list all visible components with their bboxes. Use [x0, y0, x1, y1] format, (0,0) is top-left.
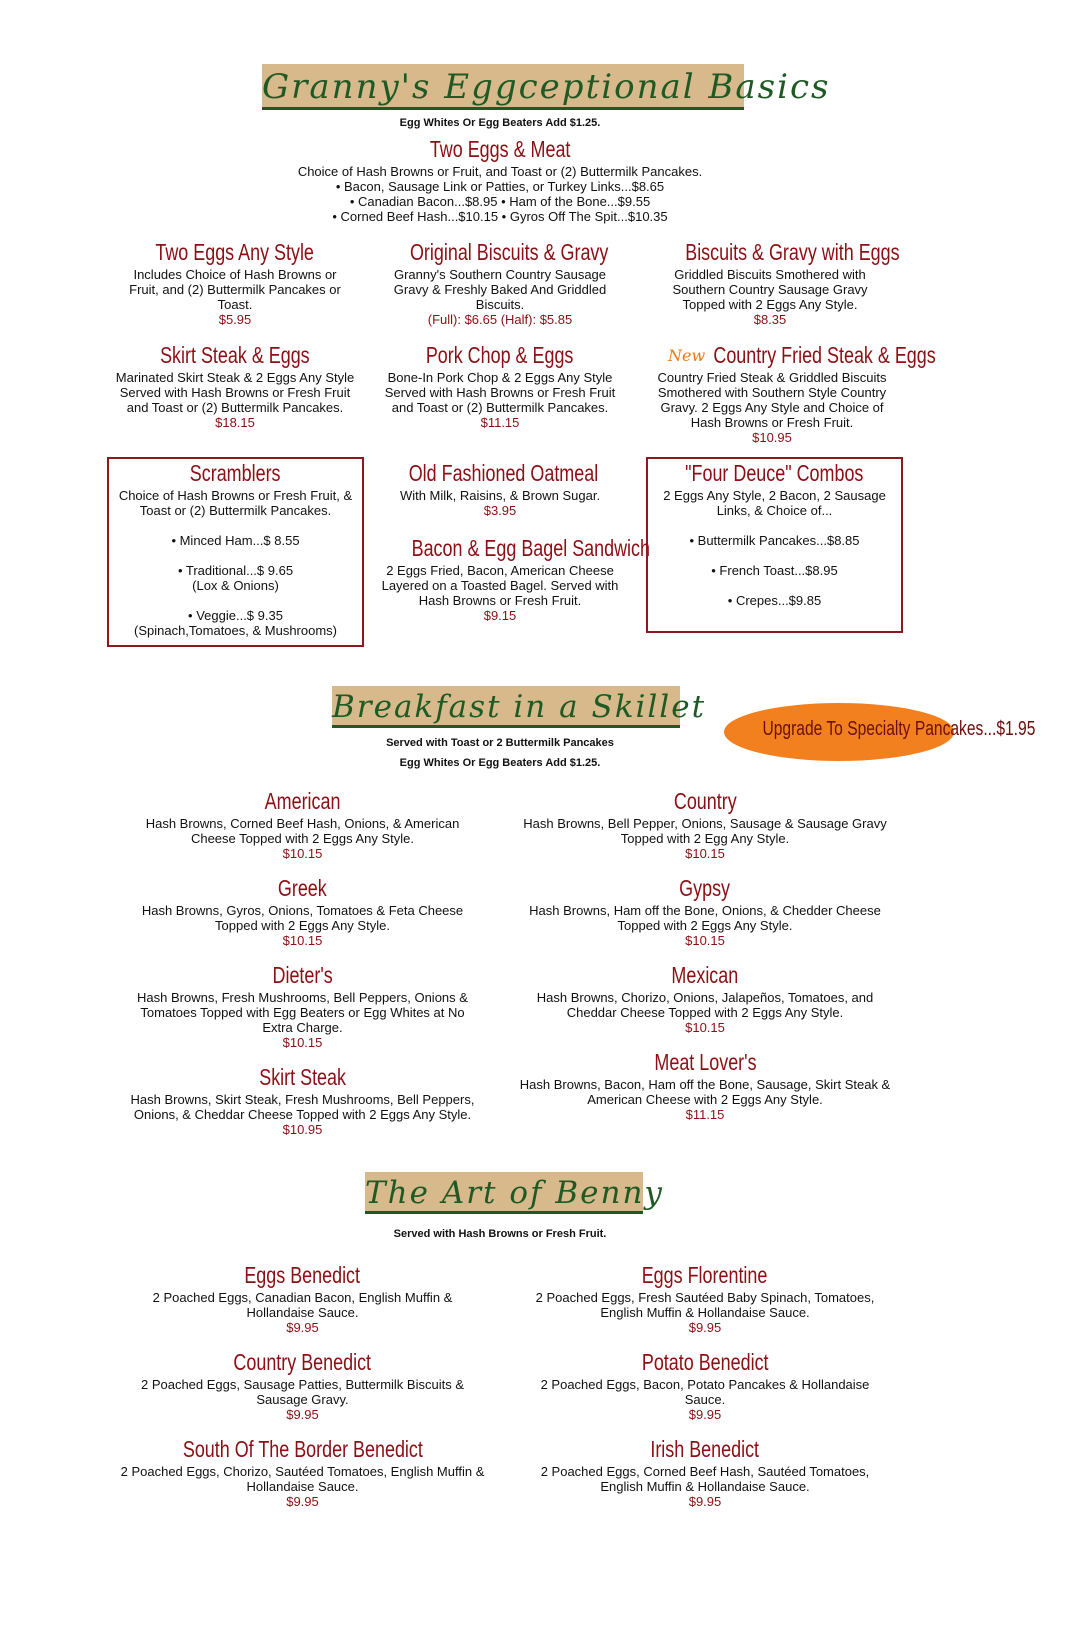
item-desc: Country Fried Steak & Griddled Biscuits Smothered with Southern Style Country Gravy. 2 Eggs Any Style and Choice of Hash Browns or Fresh Fruit.	[657, 370, 887, 430]
item-price: $9.95	[286, 1494, 319, 1509]
item-desc: Hash Browns, Chorizo, Onions, Jalapeños, Tomatoes, and Cheddar Cheese Topped with 2 Eggs Any Style.	[536, 990, 874, 1020]
item-price: $10.15	[282, 846, 323, 861]
item-title: Country	[673, 788, 737, 814]
item-title: Country Benedict	[233, 1349, 372, 1375]
item-price: $9.95	[688, 1320, 722, 1335]
item-title: Original Biscuits & Gravy	[409, 239, 609, 265]
item-title: Scramblers	[190, 460, 281, 486]
menu-item-country-fried-steak	[652, 342, 936, 445]
item-price: $5.95	[218, 312, 252, 327]
menu-item-biscuits-gravy-eggs	[655, 239, 900, 327]
menu-item-two-eggs-meat	[200, 136, 800, 224]
menu-item-bagel-sandwich	[378, 535, 650, 623]
section-note: Served with Toast or 2 Buttermilk Pancakes	[386, 737, 614, 749]
menu-item-irish-benedict	[525, 1436, 885, 1509]
item-title: Greek	[278, 875, 327, 901]
item-price: $8.35	[753, 312, 787, 327]
item-desc: • Bacon, Sausage Link or Patties, or Turkey Links...$8.65	[335, 179, 665, 194]
item-title: Eggs Benedict	[244, 1262, 361, 1288]
item-price: $9.95	[688, 1494, 722, 1509]
section-title: The Art of Benny	[365, 1175, 664, 1211]
section-note: Egg Whites Or Egg Beaters Add $1.25.	[399, 117, 601, 129]
item-desc: Hash Browns, Gyros, Onions, Tomatoes & Feta Cheese Topped with 2 Eggs Any Style.	[141, 903, 464, 933]
item-desc: Bone-In Pork Chop & 2 Eggs Any Style Served with Hash Browns or Fresh Fruit and Toast or (2) Buttermilk Pancakes.	[384, 370, 616, 415]
section-banner-benny	[365, 1172, 664, 1214]
item-title: Skirt Steak	[259, 1064, 346, 1090]
item-price: $10.15	[282, 1035, 323, 1050]
section-title: Granny's Eggceptional Basics	[262, 67, 831, 107]
menu-item-south-border-benedict	[120, 1436, 485, 1509]
section-note: Served with Hash Browns or Fresh Fruit.	[393, 1228, 607, 1240]
item-title: Pork Chop & Eggs	[426, 342, 574, 368]
item-desc: 2 Eggs Any Style, 2 Bacon, 2 Sausage Links, & Choice of...	[663, 488, 886, 518]
item-desc: 2 Poached Eggs, Fresh Sautéed Baby Spinach, Tomatoes, English Muffin & Hollandaise Sauce.	[535, 1290, 875, 1320]
item-desc: • Corned Beef Hash...$10.15 • Gyros Off The Spit...$10.35	[332, 209, 668, 224]
item-price: $9.15	[483, 608, 517, 623]
item-price: $11.15	[685, 1107, 725, 1122]
menu-item-greek	[125, 875, 480, 948]
item-title: "Four Deuce" Combos	[685, 460, 864, 486]
item-price: $10.15	[282, 933, 323, 948]
item-title: Dieter's	[272, 962, 333, 988]
item-desc: Granny's Southern Country Sausage Gravy & Freshly Baked And Griddled Biscuits.	[393, 267, 607, 312]
menu-item-american	[125, 788, 480, 861]
option-french-toast: • French Toast...$8.95	[711, 563, 838, 578]
item-title: American	[264, 788, 341, 814]
menu-item-eggs-benedict	[130, 1262, 475, 1335]
section-note: Egg Whites Or Egg Beaters Add $1.25.	[399, 757, 601, 769]
menu-item-original-biscuits	[382, 239, 618, 327]
menu-item-skirt-steak	[120, 1064, 485, 1137]
item-price: $10.15	[685, 933, 725, 948]
item-desc: Griddled Biscuits Smothered with Southern Country Sausage Gravy Topped with 2 Eggs Any Style.	[672, 267, 868, 312]
item-title: Potato Benedict	[641, 1349, 769, 1375]
item-title: Bacon & Egg Bagel Sandwich	[411, 535, 650, 561]
item-desc: 2 Eggs Fried, Bacon, American Cheese Layered on a Toasted Bagel. Served with Hash Browns or Fresh Fruit.	[381, 563, 619, 608]
new-tag: New	[668, 346, 706, 365]
option-traditional: • Traditional...$ 9.65	[177, 563, 294, 578]
item-desc: 2 Poached Eggs, Canadian Bacon, English Muffin & Hollandaise Sauce.	[152, 1290, 453, 1320]
item-title: Biscuits & Gravy with Eggs	[685, 239, 900, 265]
option-crepes: • Crepes...$9.85	[727, 593, 822, 608]
item-title: Country Fried Steak & Eggs	[713, 342, 936, 368]
item-desc: 2 Poached Eggs, Corned Beef Hash, Sautéed Tomatoes, English Muffin & Hollandaise Sauce.	[540, 1464, 870, 1494]
item-title: Eggs Florentine	[642, 1262, 768, 1288]
menu-item-meat-lovers	[515, 1049, 895, 1122]
menu-item-eggs-florentine	[520, 1262, 890, 1335]
section-banner-skillet	[332, 686, 707, 728]
menu-item-country-benedict	[130, 1349, 475, 1422]
item-title: Old Fashioned Oatmeal	[408, 460, 599, 486]
option-note: (Lox & Onions)	[192, 578, 279, 593]
item-price: (Full): $6.65 (Half): $5.85	[427, 312, 573, 327]
item-title: South Of The Border Benedict	[182, 1436, 423, 1462]
item-title: Meat Lover's	[653, 1049, 757, 1075]
menu-item-oatmeal	[382, 460, 618, 518]
upgrade-badge	[724, 703, 1036, 761]
menu-item-dieters	[125, 962, 480, 1050]
item-desc: 2 Poached Eggs, Bacon, Potato Pancakes & Hollandaise Sauce.	[540, 1377, 870, 1407]
item-desc: Marinated Skirt Steak & 2 Eggs Any Style Served with Hash Browns or Fresh Fruit and Toast or (2) Buttermilk Pancakes.	[115, 370, 355, 415]
menu-item-gypsy	[515, 875, 895, 948]
item-title: Two Eggs Any Style	[155, 239, 315, 265]
item-desc: Hash Browns, Bacon, Ham off the Bone, Sausage, Skirt Steak & American Cheese with 2 Eggs Any Style.	[519, 1077, 891, 1107]
item-price: $9.95	[286, 1407, 319, 1422]
menu-item-scramblers	[112, 460, 359, 638]
item-price: $9.95	[286, 1320, 319, 1335]
item-price: $11.15	[480, 415, 520, 430]
item-desc: Includes Choice of Hash Browns or Fruit, and (2) Buttermilk Pancakes or Toast.	[129, 267, 341, 312]
item-title: Skirt Steak & Eggs	[160, 342, 310, 368]
section-title: Breakfast in a Skillet	[332, 689, 707, 725]
item-title: Irish Benedict	[650, 1436, 760, 1462]
item-desc: Hash Browns, Skirt Steak, Fresh Mushrooms, Bell Peppers, Onions, & Cheddar Cheese Topped with 2 Eggs Any Style.	[130, 1092, 475, 1122]
item-desc: With Milk, Raisins, & Brown Sugar.	[399, 488, 601, 503]
item-desc: Hash Browns, Corned Beef Hash, Onions, & American Cheese Topped with 2 Eggs Any Style.	[145, 816, 460, 846]
item-title: Mexican	[671, 962, 739, 988]
option-note: (Spinach,Tomatoes, & Mushrooms)	[133, 623, 338, 638]
item-desc: Hash Browns, Bell Pepper, Onions, Sausage & Sausage Gravy Topped with 2 Egg Any Style.	[523, 816, 887, 846]
item-price: $10.15	[685, 1020, 725, 1035]
item-desc: Hash Browns, Ham off the Bone, Onions, & Chedder Cheese Topped with 2 Eggs Any Style.	[529, 903, 881, 933]
item-price: $10.95	[282, 1122, 323, 1137]
badge-text: Upgrade To Specialty Pancakes...$1.95	[762, 718, 1036, 740]
option-pancakes: • Buttermilk Pancakes...$8.85	[689, 533, 860, 548]
item-price: $10.95	[752, 430, 792, 445]
item-desc: Choice of Hash Browns or Fresh Fruit, & Toast or (2) Buttermilk Pancakes.	[118, 488, 353, 518]
menu-item-skirt-steak-eggs	[115, 342, 355, 430]
item-desc: • Canadian Bacon...$8.95 • Ham of the Bone...$9.55	[349, 194, 651, 209]
item-price: $9.95	[688, 1407, 722, 1422]
option-minced-ham: • Minced Ham...$ 8.55	[171, 533, 300, 548]
section-banner-basics	[262, 64, 831, 110]
item-price: $3.95	[483, 503, 517, 518]
item-title: Gypsy	[679, 875, 731, 901]
option-veggie: • Veggie...$ 9.35	[188, 608, 283, 623]
menu-item-pork-chop-eggs	[382, 342, 618, 430]
menu-item-two-eggs-any-style	[120, 239, 350, 327]
item-desc: Hash Browns, Fresh Mushrooms, Bell Peppers, Onions & Tomatoes Topped with Egg Beaters or Egg Whites at No Extra Charge.	[137, 990, 468, 1035]
item-desc: 2 Poached Eggs, Chorizo, Sautéed Tomatoes, English Muffin & Hollandaise Sauce.	[120, 1464, 485, 1494]
menu-item-mexican	[520, 962, 890, 1035]
item-price: $18.15	[215, 415, 255, 430]
item-title: Two Eggs & Meat	[429, 136, 571, 162]
item-desc: 2 Poached Eggs, Sausage Patties, Buttermilk Biscuits & Sausage Gravy.	[140, 1377, 464, 1407]
item-price: $10.15	[685, 846, 725, 861]
item-desc: Choice of Hash Browns or Fruit, and Toast or (2) Buttermilk Pancakes.	[297, 164, 703, 179]
menu-item-four-deuce-combos	[660, 460, 889, 608]
menu-item-potato-benedict	[530, 1349, 880, 1422]
menu-item-country	[520, 788, 890, 861]
